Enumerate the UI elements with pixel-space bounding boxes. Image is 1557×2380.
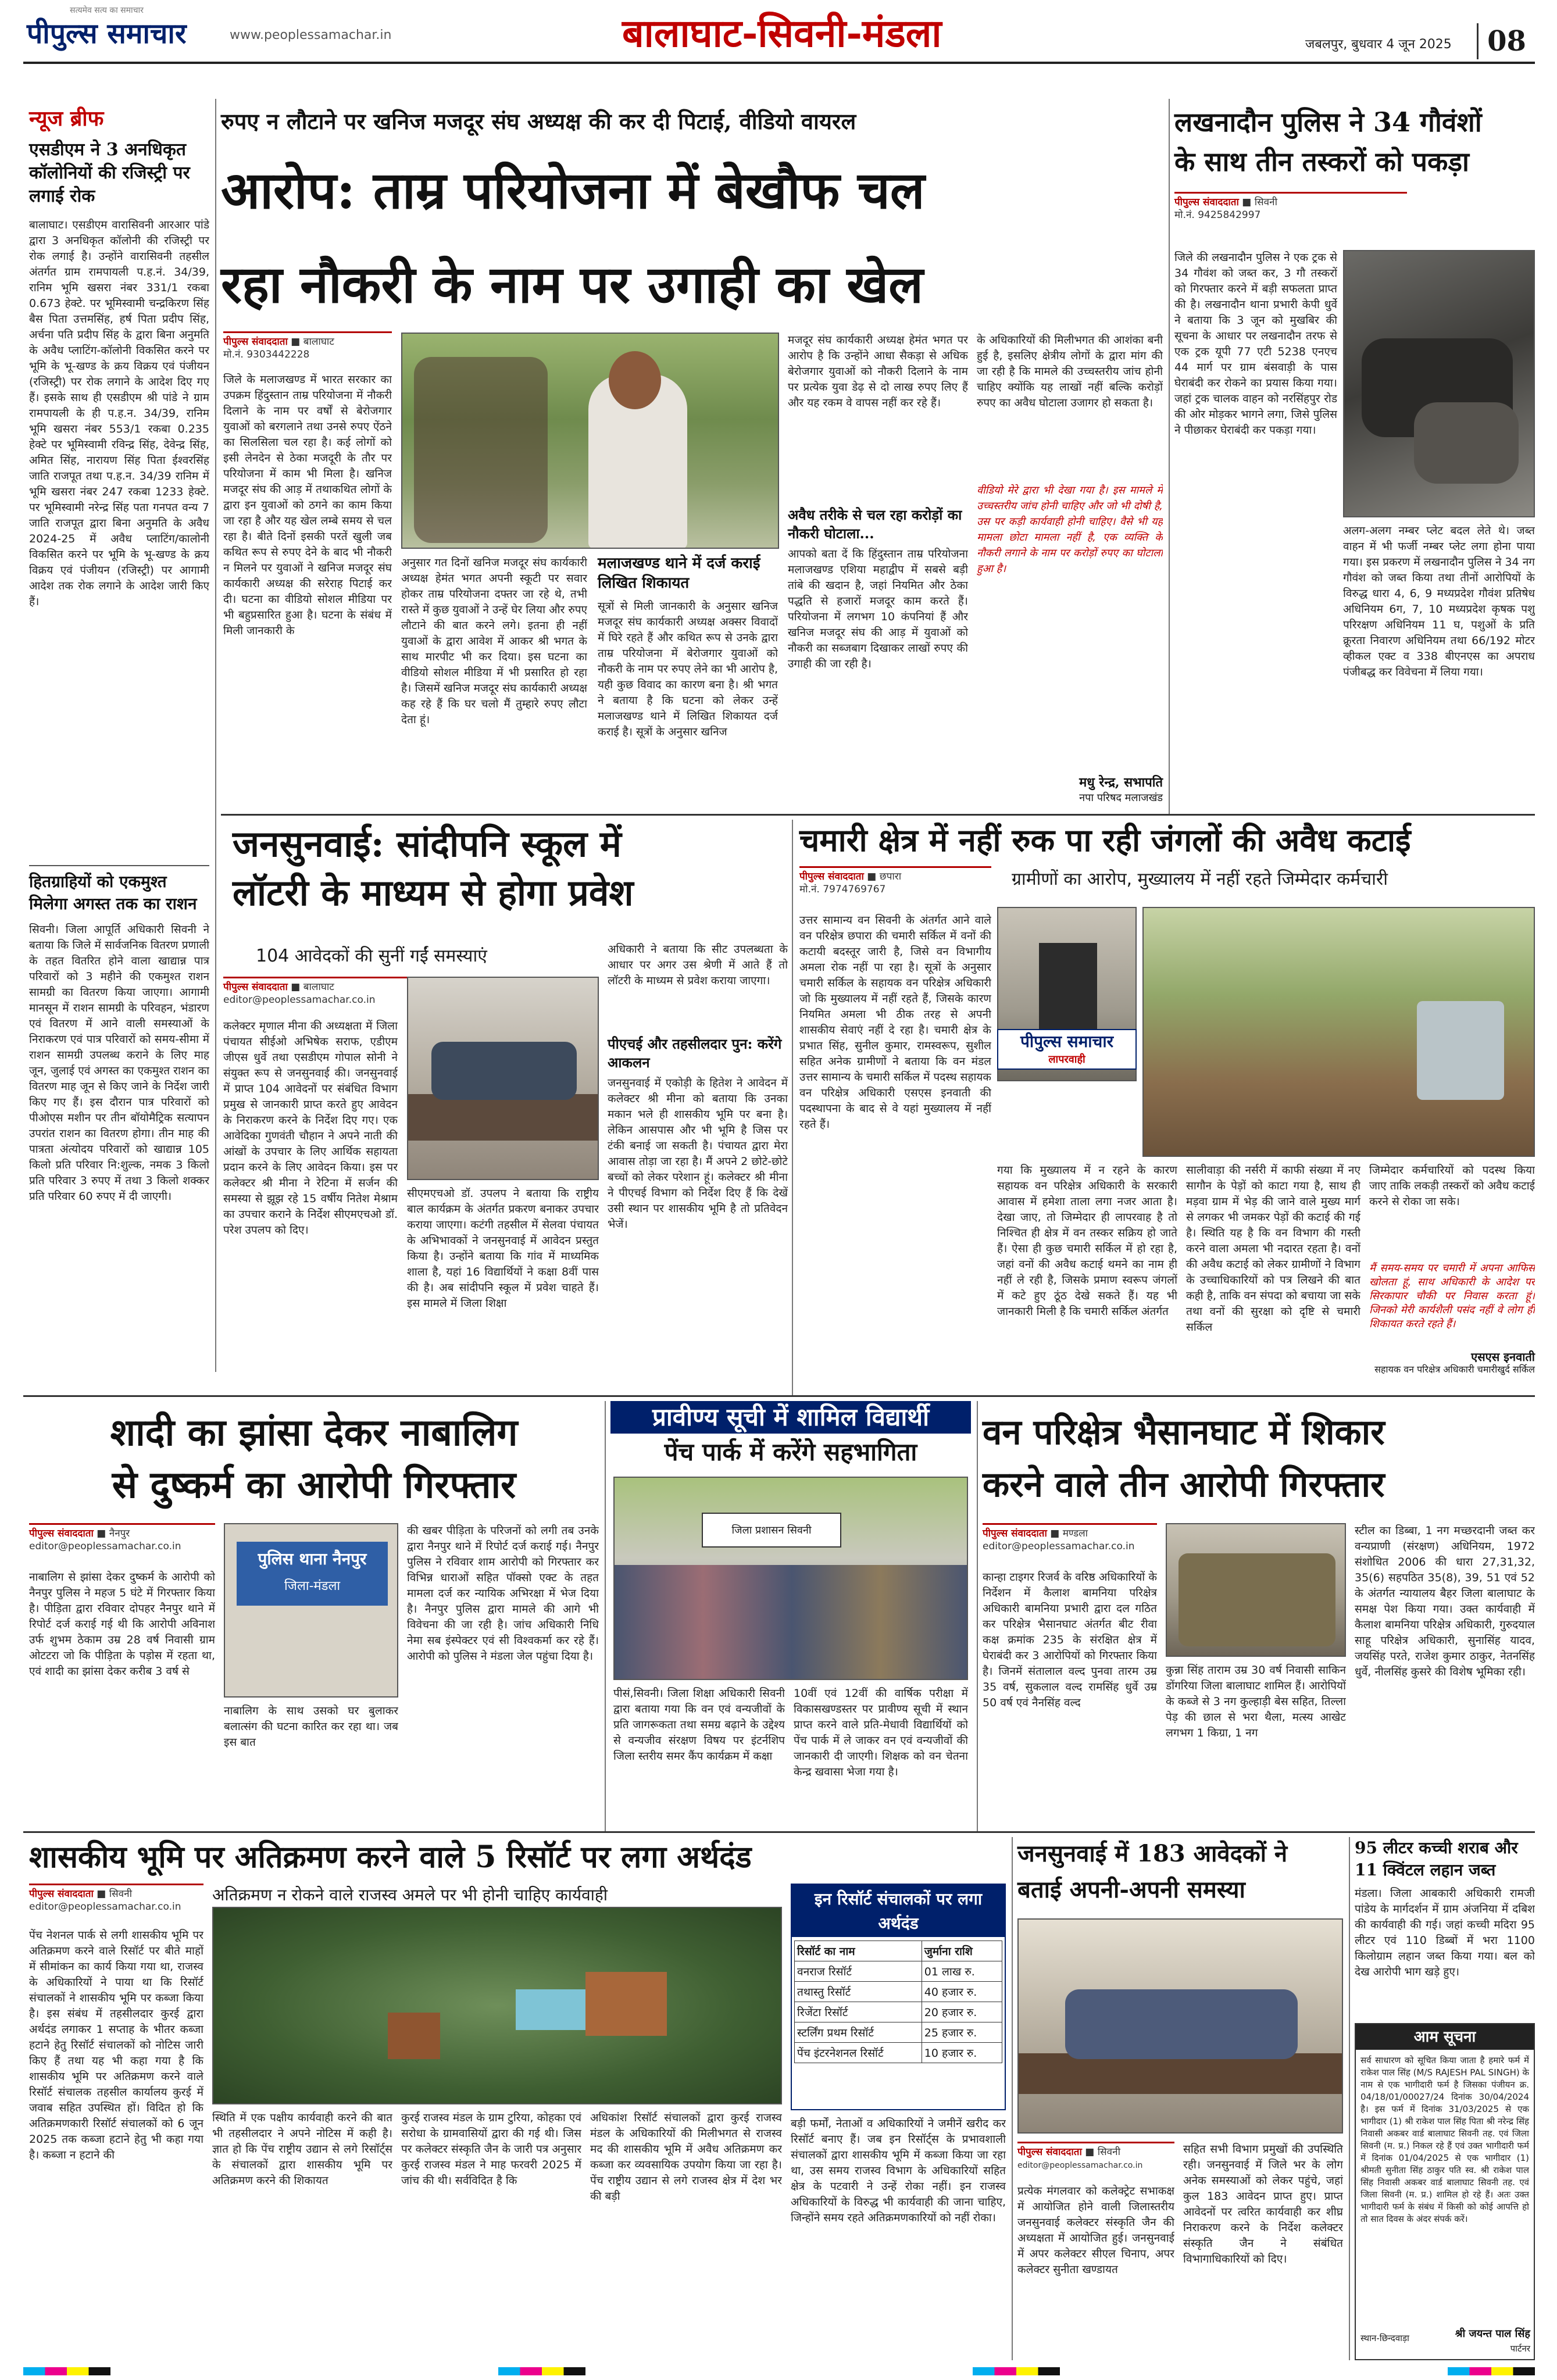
notice-title: आम सूचना [1356, 2024, 1534, 2050]
cow-body-continued: अलग-अलग नम्बर प्लेट बदल लेते थे। जब्त वाहन में भी फर्जी नम्बर प्लेट लगा होना पाया गया। इस प्रकरण में लखनादौन पुलिस ने 34 नग गौवंश को जब्त किया तथा तीनों आरोपियों के विरुद्ध धारा 4, 6, 9 मध्यप्रदेश गौवंश प्रतिषेध अधिनियम 6ग, 7, 10 मध्यप्रदेश कृषक पशु परिरक्षण अधिनियम 11 घ, पशुओं के प्रति क्रूरता निवारण अधिनियम तथा 66/192 मोटर व्हीकल एक्ट व 338 बीएनएस का अपराध पंजीबद्ध कर विवेचना में लिया गया। [1343, 524, 1535, 678]
poach-body-col2: कुन्ना सिंह ताराम उम्र 30 वर्ष निवासी साकिन डोंगरिया जिला बालाघाट शामिल हैं। आरोपियों के कब्जे से 3 नग कुल्हाड़ी बेस सहित, तिल्ला पेड़ की छाल से भरा थैला, मत्स्य आखेट लगभग 1 किग्रा, 1 नग [1166, 1664, 1346, 1739]
section-rule [23, 1831, 1535, 1833]
resort-body-col4: अधिकांश रिसॉर्ट संचालकों द्वारा कुरई राजस्व मंडल के अधिकारियों की मिलीभगत से राजस्व मद की शासकीय भूमि में अवैध अतिक्रमण कर कब्जा कर व्यवसायिक उपयोग किया जा रहा है। पेंच राष्ट्रीय उद्यान से लगे राजस्व क्षेत्र में देश भर की बड़ी [590, 2111, 782, 2203]
lead-quote-author: मधु रेन्द्र, सभापति [1079, 775, 1163, 790]
school-body-col3: अधिकारी ने बताया कि सीट उपलब्धता के आधार पर अगर उस श्रेणी में आते हैं तो लॉटरी के माध्यम से प्रवेश कराया जाएगा। [608, 943, 788, 987]
lead-subhead-complaint: मलाजखण्ड थाने में दर्ज कराई लिखित शिकायत [598, 555, 760, 592]
table-cell: 40 हजार रु. [922, 1982, 1002, 2002]
column-divider [792, 820, 793, 1395]
cow-body: जिले की लखनादौन पुलिस ने एक ट्रक से 34 गौवंश को जब्त कर, 3 गौ तस्करों को गिरफ्तार करने में बड़ी सफलता प्राप्त की है। लखनादौन थाना प्रभारी केपी धुर्वे ने बताया कि 3 जून को मुखबिर की सूचना के आधार पर लखनादौन तरफ से एक ट्रक यूपी 77 एटी 5238 एनएच 44 मार्ग पर ग्राम बंसवाड़ी के पास घेराबंदी कर रोकने का प्रयास किया गया। जहां ट्रक चालक वाहन को नरसिंहपुर रोड की ओर मोड़कर भागने लगा, जिसे पुलिस ने पीछाकर घेराबंदी कर पकड़ा गया। [1174, 251, 1337, 437]
school-deck: 104 आवेदकों की सुनीं गईं समस्याएं [256, 946, 487, 966]
school-byline: पीपुल्स संवाददाता ■ बालाघाट editor@peoplessamachar.co.in [223, 977, 421, 1014]
school-headline-line1: जनसुनवाई: सांदीपनि स्कूल में [233, 823, 622, 865]
photo-roof [388, 2013, 440, 2059]
column-divider [605, 1401, 606, 1831]
forest-watermark: पीपुल्स समाचार लापरवाही [997, 1029, 1137, 1070]
hearing-body-col1: प्रत्येक मंगलवार को कलेक्ट्रेट सभाकक्ष में आयोजित होने वाली जिलास्तरीय जनसुनवाई कलेक्टर संस्कृति जैन की अध्यक्षता में आयोजित हुई। जनसुनवाई में अपर कलेक्टर सीएल चिनाप, अपर कलेक्टर सुनीता खण्डायत [1017, 2185, 1174, 2276]
photo-person-head [609, 351, 661, 409]
liquor-headline-line1: 95 लीटर कच्ची शराब और [1355, 1838, 1518, 1857]
website-link[interactable]: www.peoplessamachar.in [230, 28, 392, 42]
photo-stone [1417, 1001, 1504, 1100]
lead-byline: पीपुल्स संवाददाता ■ बालाघाट मो.नं. 9303442228 [223, 331, 392, 366]
lead-body-col3: सूत्रों से मिली जानकारी के अनुसार खनिज मजदूर संघ कार्यकारी अध्यक्ष अक्सर विवादों में घिरे रहते हैं और कथित रूप से उनके द्वारा ताम्र परियोजना में बेरोजगार युवाओं को नौकरी के नाम पर रुपए लेने का भी आरोप है, यही कुछ विवाद का कारण बना है। श्री भगत ने बताया है कि घटना को लेकर उन्हें मलाजखण्ड थाने में लिखित शिकायत दर्ज कराई है। सूत्रों के अनुसार खनिज [598, 600, 778, 738]
resort-email: editor@peoplessamachar.co.in [29, 1901, 181, 1913]
table-cell: वनराज रिसॉर्ट [795, 1961, 922, 1982]
poach-email: editor@peoplessamachar.co.in [983, 1541, 1135, 1552]
police-sign: पुलिस थाना नैनपुर जिला-मंडला [237, 1542, 388, 1606]
brief-divider [29, 865, 209, 866]
merit-headline-line1: प्रावीण्य सूची में शामिल विद्यार्थी [610, 1401, 971, 1434]
table-row [795, 1982, 1002, 2002]
cow-headline-line1: लखनादौन पुलिस ने 34 गौवंशों [1174, 106, 1482, 138]
lead-quote-text: वीडियो मेरे द्वारा भी देखा गया है। इस मामले में उच्चस्तरीय जांच होनी चाहिए और जो भी दोषी है, उस पर कड़ी कार्यवाही होनी चाहिए। वैसे भी यह मामला छोटा मामला नहीं है, एक व्यक्ति के नौकरी लगाने के नाम पर करोड़ों रुपए का घोटाला हुआ है। [977, 484, 1163, 575]
forest-headline: चमारी क्षेत्र में नहीं रुक पा रही जंगलों की अवैध कटाई [799, 821, 1411, 859]
photo-officers [1179, 1553, 1335, 1646]
lead-kicker: रुपए न लौटाने पर खनिज मजदूर संघ अध्यक्ष की कर दी पिटाई, वीडियो वायरल [221, 108, 856, 134]
lead-body-col5: के अधिकारियों की मिलीभगत की आशंका बनी हुई है, इसलिए क्षेत्रीय लोगों के द्वारा मांग की जा रही है कि मामले की उच्चस्तरीय जांच होनी चाहिए क्योंकि यह लाखों नहीं बल्कि करोड़ों रुपए का अवैध घोटाला उजागर हो सकता है। [977, 334, 1163, 409]
minor-email: editor@peoplessamachar.co.in [29, 1541, 181, 1552]
date-line: जबलपुर, बुधवार 4 जून 2025 [1305, 37, 1452, 52]
cow-mobile: मो.नं. 9425842997 [1174, 209, 1261, 221]
photo-cattle [1414, 402, 1519, 484]
table-row [795, 2002, 1002, 2022]
minor-body-col1b: नाबालिग के साथ उसको घर बुलाकर बलात्संग की घटना कारित कर रहा था। जब इस बात [224, 1704, 398, 1749]
minor-body-col1: नाबालिग से झांसा देकर दुष्कर्म के आरोपी को नैनपुर पुलिस ने महज 5 घंटे में गिरफ्तार किया है। पीड़िता द्वारा रविवार दोपहर नैनपुर थाने में रिपोर्ट दर्ज कराई गई थी कि आरोपी अविनाश उर्फ शुभम ठेकाम उम्र 28 वर्ष निवासी ग्राम ओटटरा जो कि पीड़िता के पड़ोस में रहता था, एवं शादी का झांसा देकर करीब 3 वर्ष से [29, 1571, 215, 1678]
resort-deck: अतिक्रमण न रोकने वाले राजस्व अमले पर भी होनी चाहिए कार्यवाही [212, 1885, 608, 1904]
poach-byline: पीपुल्स संवाददाता ■ मण्डला editor@peoplessamachar.co.in [983, 1523, 1157, 1560]
logo: पीपुल्स समाचार [27, 17, 187, 50]
table-cell: 25 हजार रु. [922, 2022, 1002, 2043]
masthead [0, 0, 1557, 64]
lead-body-col2: अनुसार गत दिनों खनिज मजदूर संघ कार्यकारी अध्यक्ष हेमंत भगत अपनी स्कूटी पर सवार होकर ताम्र परियोजना दफ्तर जा रहे थे, तभी रास्ते में कुछ युवाओं ने उन्हें घेर लिया और रुपए लौटाने की बात करने लगे। इतना ही नहीं युवाओं के द्वारा आवेश में आकर श्री भगत के साथ मारपीट भी कर दिया। इस घटना का वीडियो सोशल मीडिया में भी प्रसारित हो रहा है। जिसमें खनिज मजदूर संघ कार्यकारी अध्यक्ष कह रहे हैं कि घर चलो मैं तुम्हारे रुपए लौटा देता हूं। [401, 556, 587, 726]
table-header-row [795, 1941, 1002, 1961]
merit-headline-line2: पेंच पार्क में करेंगे सहभागिता [664, 1438, 917, 1466]
resort-body-col1: पेंच नेशनल पार्क से लगी शासकीय भूमि पर अतिक्रमण करने वाले रिसॉर्ट पर बीते माहों में सीमांकन का कार्य किया गया था, राजस्व के अधिकारियों ने पाया था कि रिसॉर्ट संचालकों ने शासकीय भूमि पर कब्जा किया है। इस संबंध में तहसीलदार कुरई द्वारा अर्थदंड लगाकर 1 सप्ताह के भीतर कब्जा हटाने हेतु रिसॉर्ट संचालकों को नोटिस जारी किए हैं तथा यह भी कहा गया है कि शासकीय भूमि पर अतिक्रमण करने वाले रिसॉर्ट संचालक तहसील कार्यालय कुरई में जवाब सहित उपस्थित हों। विदित हो कि अतिक्रमणकारी रिसॉर्ट संचालकों को 6 जून 2025 तक कब्जा हटाने हेतु भी कहा गया है। कब्जा न हटाने की [29, 1929, 203, 2161]
hearing-headline-line1: जनसुनवाई में 183 आवेदकों ने [1017, 1840, 1288, 1867]
resort-table-title: इन रिसॉर्ट संचालकों पर लगा अर्थदंड [792, 1885, 1005, 1937]
table-cell: तथास्तु रिसॉर्ट [795, 1982, 922, 2002]
table-cell: 10 हजार रु. [922, 2043, 1002, 2063]
lead-headline-line1: आरोप: ताम्र परियोजना में बेखौफ चल [221, 160, 925, 220]
table-cell: 01 लाख रु. [922, 1961, 1002, 1982]
hearing-body-col2: सहित सभी विभाग प्रमुखों की उपस्थिति रही। जनसुनवाई में जिले भर के लोग अनेक समस्याओं को लेकर पहुंचे, जहां कुल 183 आवेदन प्राप्त हुए। प्राप्त आवेदनों पर त्वरित कार्यवाही कर शीघ्र निराकरण करने के निर्देश कलेक्टर संस्कृति जैन ने संबंधित विभागाधिकारियों को दिए। [1183, 2143, 1343, 2265]
resort-aerial-photo [212, 1907, 782, 2104]
cow-headline-line2: के साथ तीन तस्करों को पकड़ा [1174, 146, 1469, 177]
forest-mobile: मो.नं. 7974769767 [799, 884, 886, 895]
column-divider [215, 99, 216, 1372]
registration-mark [23, 2367, 110, 2375]
lead-photo [401, 333, 779, 549]
lead-body-col1: जिले के मलाजखण्ड में भारत सरकार का उपक्रम हिंदुस्तान ताम्र परियोजना में नौकरी दिलाने के नाम पर वर्षों से बेरोजगार युवाओं को बरगलाने तथा उनसे रुपए ऐंठने का सिलसिला चल रहा है। कई लोगों को इसी लेनदेन से ठेका मजदूरी के तौर पर परियोजना में काम भी मिला है। खनिज मजदूर संघ की आड़ में तथाकथित लोगों के द्वारा इन युवाओं को ठगने का काम किया जा रहा है और यह खेल लम्बे समय से चल रहा है। बीते दिनों इसकी परतें खुली जब कथित रूप से रुपए देने के बाद भी नौकरी न मिलने पर युवाओं ने खनिज मजदूर संघ कार्यकारी अध्यक्ष की सरेराह पिटाई कर दी। घटना का वीडियो सोशल मीडिया पर भी बहुप्रसारित हुआ है। घटना के संबंध में मिली जानकारी के [223, 373, 392, 637]
lead-quote-org: नपा परिषद मलाजखंड [1079, 792, 1163, 804]
brief-headline-colonies: एसडीएम ने 3 अनधिकृत कॉलोनियों की रजिस्ट्री पर लगाई रोक [29, 140, 190, 206]
lead-body-col4: मजदूर संघ कार्यकारी अध्यक्ष हेमंत भगत पर आरोप है कि उन्होंने आधा सैकड़ा से अधिक बेरोजगार युवाओं को नौकरी दिलाने के नाम पर प्रत्येक युवा डेढ़ से दो लाख रुपए लिए हैं और यह रकम वे वापस नहीं कर रहे हैं। [788, 334, 968, 409]
registration-mark [498, 2367, 585, 2375]
liquor-body: मंडला। जिला आबकारी अधिकारी रामजी पांडेय के मार्गदर्शन में ग्राम अंजनिया में दबिश की कार्यवाही की गई। जहां कच्ची मदिरा 95 लीटर एवं 110 डिब्बों में भरा 1100 किलोग्राम लहान जब्त किया गया। बल को देख आरोपी भाग खड़े हुए। [1355, 1887, 1535, 1978]
poach-photo [1166, 1523, 1346, 1657]
minor-headline-line2: से दुष्कर्म का आरोपी गिरफ्तार [112, 1463, 516, 1507]
page-number: 08 [1477, 23, 1535, 59]
resort-body-col5: बड़ी फर्मों, नेताओं व अधिकारियों ने जमीनें खरीद कर रिसॉर्ट बनाए हैं। जब इन रिसॉर्ट्स के प्रभावशाली संचालकों द्वारा शासकीय भूमि में कब्जा किया जा रहा था, उस समय राजस्व विभाग के अधिकारियों सहित क्षेत्र के पटवारी ने उन्हें रोका नहीं। इन राजस्व अधिकारियों के विरुद्ध भी कार्यवाही की जाना चाहिए, जिन्होंने समय रहते अतिक्रमणकारियों को नहीं रोका। [791, 2117, 1006, 2224]
brief-body-ration: सिवनी। जिला आपूर्ति अधिकारी सिवनी ने बताया कि जिले में सार्वजनिक वितरण प्रणाली के तहत वितरित होने वाला खाद्यान्न पात्र परिवारों को 3 महीने की एकमुश्त राशन सामग्री का वितरण किया जाएगा। आगामी मानसून में राशन सामग्री के परिवहन, भंडारण एवं वितरण में आने वाली समस्याओं के निराकरण एवं पात्र परिवारों को समय-सीमा में राशन सामग्री उपलब्ध कराने के लिए माह जून, जुलाई एवं अगस्त का एकमुश्त राशन का वितरण माह जून से किए जाने के निर्देश जारी किए गए हैं। इस दौरान पात्र परिवारों को पीओएस मशीन पर तीन बॉयोमैट्रिक सत्यापन उपरांत राशन का वितरण होगा। तीन माह की पात्रता अंत्योदय परिवारों को खाद्यान्न 105 किलो प्रति परिवार नि:शुल्क, नमक 3 किलो प्रति परिवार 3 रुपए में तथा 3 किलो शक्कर प्रति परिवार 60 रुपए में दी जाएगी। [29, 923, 209, 1203]
forest-body-col4: जिम्मेदार कर्मचारियों को पदस्थ किया जाए ताकि लकड़ी तस्करों को अवैध कटाई करने से रोका जा सके। [1369, 1164, 1535, 1208]
registration-marks-bar [23, 2367, 1535, 2375]
registration-mark [1448, 2367, 1535, 2375]
photo-table [408, 1094, 599, 1141]
notice-role: पार्टनर [1510, 2343, 1530, 2354]
photo-desk [1019, 2053, 1343, 2094]
lead-quote-box [977, 483, 1163, 808]
hearing-email: editor@peoplessamachar.co.in [1017, 2161, 1143, 2170]
minor-byline: पीपुल्स संवाददाता ■ नैनपुर editor@peoplessamachar.co.in [29, 1523, 215, 1560]
notice-signatory: श्री जयन्त पाल सिंह [1455, 2328, 1530, 2340]
merit-photo [613, 1477, 968, 1680]
cow-byline: पीपुल्स संवाददाता ■ सिवनी मो.नं. 9425842997 [1174, 192, 1407, 227]
forest-body-col3: सालीवाड़ा की नर्सरी में काफी संख्या में नए सागौन के पेड़ों को काटा गया है, साथ ही मड़वा ग्राम में भेड़ की जाने वाले मुख्य मार्ग से लगकर भी जमकर पेड़ों की कटाई की गई है। स्थिति यह है कि वन विभाग की गस्ती करने वाला अमला भी नदारत रहता है। वनों की अवैध कटाई को लेकर ग्रामीणों ने विभाग के उच्चाधिकारियों को पत्र लिखने की बात कही है, ताकि वन संपदा को बचाया जा सके तथा वनों की सुरक्षा को दृष्टि से चमारी सर्किल [1186, 1164, 1360, 1334]
news-brief-label: न्यूज ब्रीफ [29, 106, 104, 131]
minor-police-station-photo [224, 1523, 398, 1698]
school-headline-line2: लॉटरी के माध्यम से होगा प्रवेश [233, 871, 634, 914]
forest-body-col1: उत्तर सामान्य वन सिवनी के अंतर्गत आने वाले वन परिक्षेत्र छपारा की चमारी सर्किल में वनों की कटायी बदस्तूर जारी है, जिसे वन विभागीय अमला रोक नहीं पा रहा है। सूत्रों के अनुसार चमारी सर्किल के सहायक वन परिक्षेत्र अधिकारी जो कि मुख्यालय में नहीं रहते हैं, जिसके कारण नियमित अमला भी ठीक तरह से अपनी शासकीय सेवाएं नहीं दे रहा है। चमारी क्षेत्र के प्रभात सिंह, सुनील कुमार, रामस्वरूप, सुशील सहित अनेक ग्रामीणों ने बताया कि वन मंडल उत्तर सामान्य के चमारी सर्किल में पदस्थ सहायक वन परिक्षेत्र अधिकारी एसएस इनवाती की पदस्थापना के बाद से वे यहां मुख्यालय में नहीं रहते हैं। [799, 914, 991, 1131]
lead-subhead-scam: अवैध तरीके से चल रहा करोड़ों का नौकरी घोटाला... [788, 506, 962, 542]
section-rule [221, 814, 1535, 816]
cow-photo [1343, 250, 1535, 517]
poach-headline-line1: वन परिक्षेत्र भैसानघाट में शिकार [983, 1412, 1385, 1453]
liquor-headline-line2: 11 क्विंटल लहान जब्त [1355, 1860, 1496, 1879]
school-email: editor@peoplessamachar.co.in [223, 994, 376, 1006]
resort-headline: शासकीय भूमि पर अतिक्रमण करने वाले 5 रिसॉर्ट पर लगा अर्थदंड [29, 1839, 752, 1875]
school-photo [407, 977, 599, 1180]
photo-blur [414, 357, 548, 543]
school-body-col3b: जनसुनवाई में एकोड़ी के हितेश ने आवेदन में कलेक्टर श्री मीना को बताया कि उनका मकान भले ही शासकीय भूमि पर बना है। लेकिन आसपास और भी भूमि है जिस पर टंकी बनाई जा सकती है। पंचायत द्वारा मेरा आवास तोड़ा जा रहा है। मैं अपने 2 छोटे-छोटे बच्चों को लेकर परेशान हूं। कलेक्टर श्री मीना ने पीएचई विभाग को निर्देश दिए हैं कि देखें उसी स्थान पर शासकीय भूमि है तो प्रतिवेदन भेजें। [608, 1077, 788, 1231]
lead-headline-line2: रहा नौकरी के नाम पर उगाही का खेल [221, 254, 923, 315]
table-cell: रिजेंटा रिसॉर्ट [795, 2002, 922, 2022]
forest-quote: मैं समय-समय पर चमारी में अपना आफिस खोलता हूं, साथ अधिकारी के आदेश पर सिरकापार चौकी पर निवास करता हूं। जिनको मेरी कार्यशैली पसंद नहीं वे लोग ही शिकायत करते रहते हैं। [1369, 1262, 1535, 1330]
table-header: रिसॉर्ट का नाम [795, 1941, 922, 1961]
registration-mark [973, 2367, 1060, 2375]
hearing-byline: पीपुल्स संवाददाता ■ सिवनी editor@peoplessamachar.co.in [1017, 2142, 1174, 2179]
edition-title: बालाघाट-सिवनी-मंडला [622, 10, 942, 56]
forest-photo-stumps [1142, 907, 1535, 1157]
forest-deck: ग्रामीणों का आरोप, मुख्यालय में नहीं रहते जिम्मेदार कर्मचारी [1012, 869, 1388, 889]
photo-officials [1065, 1989, 1298, 2059]
notice-place: स्थान-छिन्दवाड़ा [1360, 2333, 1409, 2343]
resort-body-col3: कुरई राजस्व मंडल के ग्राम टुरिया, कोहका एवं सरोधा के ग्रामवासियों द्वारा की गई थी। जिस पर कलेक्टर संस्कृति जैन के जारी पत्र अनुसार कुरई राजस्व मंडल ने माह फरवरी 2025 में जांच की थी। सर्वविदित है कि [401, 2111, 581, 2187]
photo-crowd [615, 1565, 968, 1680]
forest-body-col2: गया कि मुख्यालय में न रहने के कारण सहायक वन परिक्षेत्र अधिकारी के सरकारी आवास में हमेशा ताला लगा नजर आता है। देखा जाए, तो जिम्मेदार ही लापरवाह है तो निश्चित ही क्षेत्र में वन तस्कर सक्रिय हो जाते हैं। ऐसा ही कुछ चमारी सर्किल में हो रहा है, जहां वनों की अवैध कटाई थमने का नाम ही नहीं ले रही है, जिसके प्रमाण स्वरूप जंगलों में कटे हुए ठूंठ देखे सकते हैं। यह भी जानकारी मिली है कि चमारी सर्किल अंतर्गत [997, 1164, 1177, 1318]
lead-mobile: मो.नं. 9303442228 [223, 349, 310, 360]
brief-headline-ration: हितग्राहियों को एकमुश्त मिलेगा अगस्त तक का राशन [29, 872, 197, 913]
photo-roof [585, 1972, 667, 2036]
tagline: सत्यमेव सत्य का समाचार [70, 6, 144, 15]
hearing-photo [1017, 1918, 1343, 2134]
photo-pool [516, 1989, 585, 2030]
merit-body-col2: 10वीं एवं 12वीं की वार्षिक परीक्षा में विकासखण्डस्तर पर प्रावीण्य सूची में स्थान प्राप्त करने वाले प्रति-मेधावी विद्यार्थियों को पेंच पार्क में ले जाकर वन एवं वन्यजीवों की जानकारी दी जाएगी। शिक्षक को वन चेतना केन्द्र खवासा भेजा गया है। [794, 1687, 968, 1778]
notice-body: सर्व साधारण को सूचित किया जाता है हमारे फर्म में राकेश पाल सिंह (M/S RAJESH PAL SINGH) के नाम से एक भागीदारी फर्म है जिसका पंजीयन क्र. 04/18/01/00027/24 दिनांक 30/04/2024 है। इस फर्म में दिनांक 31/03/2025 से एक भागीदार (1) श्री राकेश पाल सिंह पिता श्री नरेन्द्र सिंह निवासी अकबर वार्ड बालाघाट सिवनी तह. एवं जिला सिवनी (म. प्र.) निकल रहे हैं एवं उक्त भागीदारी फर्म में दिनांक 01/04/2025 से एक भागीदार (1) श्रीमती सुनीता सिंह ठाकुर पति स्व. श्री राकेश पाल सिंह निवासी अकबर वार्ड बालाघाट सिवनी तह. एवं जिला सिवनी (म. प्र.) शामिल हो रहे हैं। अतः उक्त भागीदारी फर्म के संबंध में किसी को कोई आपत्ति हो तो सात दिवस के अंदर संपर्क करें। [1360, 2055, 1529, 2224]
table-row [795, 2043, 1002, 2063]
column-divider [977, 1401, 978, 1831]
hearing-headline-line2: बताई अपनी-अपनी समस्या [1017, 1876, 1245, 1903]
poach-body-col1: कान्हा टाइगर रिजर्व के वरिष्ठ अधिकारियों के निर्देशन में कैलाश बामनिया परिक्षेत्र अधिकारी बामनिया प्रभारी द्वारा दल गठित कर परिक्षेत्र भैसानघाट अंतर्गत बीट रीवा कक्ष क्रमांक 235 के संरक्षित क्षेत्र में घेराबंदी कर 3 आरोपियों को गिरफ्तार किया है। जिनमें संतालाल वल्द पुनवा तारम उम्र 35 वर्ष, सुकलाल वल्द रामसिंह धुर्वे उम्र 50 वर्ष एवं नैनसिंह वल्द [983, 1571, 1157, 1709]
school-body-col2: सीएमएचओ डॉ. उपलप ने बताया कि राष्ट्रीय बाल कार्यक्रम के अंतर्गत प्रकरण बनाकर उपचार कराया जाएगा। कटंगी तहसील में सेलवा पंचायत के अभिभावकों ने जनसुनवाई में आवेदन प्रस्तुत किया है। उन्होंने बताया कि गांव में माध्यमिक शाला है, यहां 16 विद्यार्थियों ने कक्षा 8वीं पास की है। अब सांदीपनि स्कूल में प्रवेश चाहते हैं। इस मामले में जिला शिक्षा [407, 1187, 599, 1310]
forest-quote-org: सहायक वन परिक्षेत्र अधिकारी चमारीखुर्द सर्किल [1374, 1364, 1535, 1375]
brief-body-colonies: बालाघाट। एसडीएम वारासिवनी आरआर पांडे द्वारा 3 अनधिकृत कॉलोनी की रजिस्ट्री पर रोक लगाई है। उन्होंने वारासिवनी तहसील अंतर्गत ग्राम रामपायली प.ह.नं. 34/39, रानिम भूमि खसरा नंबर 331/1 रकबा 0.673 हेक्टे. पर भूमिस्वामी चन्द्रकिरण सिंह बैस पिता उत्तमसिंह, हर्ष पिता प्रदीप सिंह, अर्चना पति प्रदीप सिंह के द्वारा बिना अनुमति के अवैध प्लाटिंग-कॉलोनी विकसित करने पर भूमि के भू-खण्ड के क्रय विक्रय एवं पंजीयन (रजिस्ट्री) पर रोक लगाने के आदेश दिए गए हैं। इसके साथ ही एसडीएम श्री पांडे ने ग्राम रामपायली के ही प.ह.न. 34/39, रानिम भूमि खसरा नंबर 553/1 रकबा 0.235 हेक्टे पर भूमिस्वामी रविन्द्र सिंह, देवेन्द्र सिंह, अमित सिंह, नारायण सिंह पिता ईश्वरसिंह जाति राजपूत तथा प.ह.न. 34/39 रानिम में भूमि खसरा नंबर 247 रकबा 1233 हेक्टे. पर भूमिस्वामी नरेन्द्र सिंह पता गनपत वन्य 7 जाति राजपूत द्वारा बिना अनुमति के अवैध 2024-25 में अवैध प्लाटिंग/कालोनी विकसित करने पर भूमि के भू-खण्ड के क्रय विक्रय एवं पंजीयन (रजिस्ट्री) पर आगामी आदेश तक रोक लगाने के आदेश जारी किए हैं। [29, 219, 209, 608]
table-cell: 20 हजार रु. [922, 2002, 1002, 2022]
resort-body-col2: स्थिति में एक पक्षीय कार्यवाही करने की बात भी तहसीलदार ने अपने नोटिस में कही है। ज्ञात हो कि पेंच राष्ट्रीय उद्यान से लगे रिसॉर्ट्स के संचालकों द्वारा शासकीय भूमि पर अतिक्रमण करने की शिकायत [212, 2111, 392, 2187]
table-row [795, 1961, 1002, 1982]
forest-byline: पीपुल्स संवाददाता ■ छपारा मो.नं. 7974769767 [799, 866, 991, 903]
poach-body-col3: स्टील का डिब्बा, 1 नग मच्छरदानी जब्त कर वन्यप्राणी (संरक्षण) अधिनियम, 1972 संशोधित 2006 की धारा 27,31,32, 35(6) सहपठित 35(8), 39, 51 एवं 52 के अंतर्गत न्यायालय बैहर जिला बालाघाट के समक्ष पेश किया गया। उक्त कार्यवाही में कैलाश बामनिया परिक्षेत्र अधिकारी, गुरुदयाल साहू परिक्षेत्र अधिकारी, सुनासिंह यादव, जयसिंह परते, राजेश कुमार ठाकुर, नेतनसिंह धुर्वे, नीलसिंह कुसरे की विशेष भूमिका रही। [1355, 1524, 1535, 1678]
resort-penalty-table [791, 1884, 1006, 2110]
forest-quote-author: एसएस इनवाती [1471, 1350, 1535, 1364]
photo-people [431, 1042, 577, 1100]
resort-table [794, 1941, 1002, 2063]
minor-headline-line1: शादी का झांसा देकर नाबालिग [110, 1411, 518, 1455]
public-notice [1355, 2023, 1535, 2360]
lead-body-col4b: आपको बता दें कि हिंदुस्तान ताम्र परियोजना मलाजखण्ड एशिया महाद्वीप में सबसे बड़ी तांबे की खदान है, जहां नियमित और ठेका पद्धति से हजारों मजदूर काम करते हैं। परियोजना में लगभग 10 कंपनियां हैं और खनिज मजदूर संघ की आड़ में युवाओं को नौकरी का सब्जबाग दिखाकर लाखों रुपए की उगाही की जा रही है। [788, 548, 968, 670]
column-divider [1349, 1837, 1350, 2360]
resort-byline: पीपुल्स संवाददाता ■ सिवनी editor@peoplessamachar.co.in [29, 1884, 203, 1921]
section-rule [23, 1395, 1535, 1397]
table-cell: स्टर्लिंग प्रथम रिसॉर्ट [795, 2022, 922, 2043]
school-subhead-phe: पीएचई और तहसीलदार पुन: करेंगे आकलन [608, 1035, 782, 1071]
column-divider [1169, 99, 1170, 814]
column-divider [1012, 1837, 1013, 2360]
table-cell: पेंच इंटरनेशनल रिसॉर्ट [795, 2043, 922, 2063]
masthead-rule [23, 62, 1535, 64]
table-row [795, 2022, 1002, 2043]
merit-banner: जिला प्रशासन सिवनी [702, 1513, 841, 1548]
poach-headline-line2: करने वाले तीन आरोपी गिरफ्तार [983, 1464, 1385, 1505]
merit-body-col1: पीसं,सिवनी। जिला शिक्षा अधिकारी सिवनी द्वारा बताया गया कि वन एवं वन्यजीवों के प्रति जागरूकता तथा समग्र बढ़ाने के उद्देश्य से वन्यजीव संरक्षण विषय पर इंटर्नशिप जिला स्तरीय समर कैंप कार्यक्रम में कक्षा [613, 1687, 785, 1763]
table-header: जुर्माना राशि [922, 1941, 1002, 1961]
school-body-col1: कलेक्टर मृणाल मीना की अध्यक्षता में जिला पंचायत सीईओ अभिषेक सराफ, एडीएम जीएस धुर्वे तथा एसडीएम गोपाल सोनी ने संयुक्त रूप से जनसुनवाई की। जनसुनवाई में प्राप्त 104 आवेदनों पर संबंधित विभाग प्रमुख से जानकारी प्राप्त करते हुए आवेदन के निराकरण करने के निर्देश दिए गए। एक आवेदिका गुणवंती चौहान ने अपने नाती की आंखों के उपचार के लिए आर्थिक सहायता प्रदान करने के लिए आवेदन किया। इस पर कलेक्टर श्री मीना ने रेटिना में सर्जन की समस्या से झूझ रहे 15 वर्षीय नितेश मेश्राम का उपचार कराने के निर्देश सीएमएचओ डॉ. परेश उपलप को दिए। [223, 1020, 398, 1237]
minor-body-col2: की खबर पीड़िता के परिजनों को लगी तब उनके द्वारा नैनपुर थाने में रिपोर्ट दर्ज कराई गई। नैनपुर पुलिस ने रविवार शाम आरोपी को गिरफ्तार कर विभिन्न धाराओं सहित पॉक्सो एक्ट के तहत मामला दर्ज कर न्यायिक अभिरक्षा में भेज दिया है। नैनपुर पुलिस द्वारा मामले की आगे भी विवेचना की जा रही है। जांच अधिकारी निधि नेमा सब इंस्पेक्टर एवं सी विश्वकर्मा कर रहे हैं। आरोपी को पुलिस ने मंडला जेल पहुंचा दिया है। [407, 1524, 599, 1663]
